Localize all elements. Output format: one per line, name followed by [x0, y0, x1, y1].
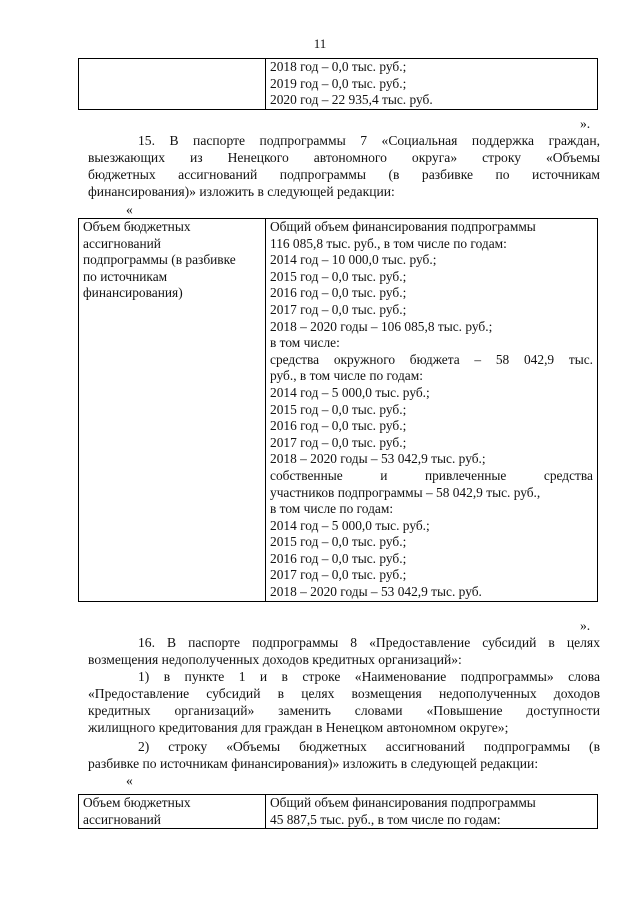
table-line: 2018 – 2020 годы – 53 042,9 тыс. руб.; [270, 451, 486, 467]
table-value-cell [266, 219, 598, 602]
table-top-right-cell [266, 59, 598, 110]
close-quote: ». [580, 618, 591, 633]
table-label-cell [79, 219, 266, 602]
table-line: 2018 год – 0,0 тыс. руб.; [270, 59, 407, 74]
table-line: 2017 год – 0,0 тыс. руб.; [270, 434, 407, 450]
table-top [78, 58, 598, 110]
table-line: Общий объем финансирования подпрограммы [270, 219, 536, 234]
table-line: собственные и привлеченные средства [270, 467, 593, 483]
table-line: 2014 год – 5 000,0 тыс. руб.; [270, 517, 430, 533]
paragraph-16 [88, 634, 600, 668]
table-line: ассигнований [83, 811, 161, 827]
table-line: средства окружного бюджета – 58 042,9 тыс. [270, 351, 593, 367]
paragraph-line: 2) строку «Объемы бюджетных ассигнований подпрограммы (в [138, 739, 600, 754]
paragraph-line: 1) в пункте 1 и в строке «Наименование подпрограммы» слова [138, 669, 600, 684]
table-line: по источникам [83, 268, 168, 284]
table-line: 2017 год – 0,0 тыс. руб.; [270, 567, 407, 583]
table-line: 116 085,8 тыс. руб., в том числе по годам: [270, 235, 507, 251]
table-line: в том числе по годам: [270, 501, 394, 517]
paragraph-line: кредитных организаций» заменить словами «Повышение доступности [88, 703, 600, 718]
paragraph-line: 16. В паспорте подпрограммы 8 «Предоставление субсидий в целях [138, 635, 600, 650]
table-line: 2019 год – 0,0 тыс. руб.; [270, 75, 407, 91]
table-line: Общий объем финансирования подпрограммы [270, 795, 536, 810]
table-line: ассигнований [83, 235, 161, 251]
paragraph-line: возмещения недополученных доходов кредитных организаций»: [88, 652, 462, 667]
table-line: подпрограммы (в разбивке [83, 252, 236, 268]
paragraph-16-2 [88, 738, 600, 772]
table-top-left-cell [79, 59, 266, 110]
table-line: 2016 год – 0,0 тыс. руб.; [270, 418, 407, 434]
table-line: 2014 год – 5 000,0 тыс. руб.; [270, 384, 430, 400]
table-line: участников подпрограммы – 58 042,9 тыс. руб., [270, 484, 541, 500]
paragraph-line: «Предоставление субсидий в целях возмещения недополученных доходов [88, 686, 600, 701]
table-budget-subprogram-7 [78, 218, 598, 602]
open-quote: « [126, 773, 133, 788]
table-line: финансирования) [83, 285, 183, 301]
table-value-cell [266, 795, 598, 829]
table-line: 2015 год – 0,0 тыс. руб.; [270, 268, 407, 284]
table-line: 2016 год – 0,0 тыс. руб.; [270, 550, 407, 566]
table-line: 2020 год – 22 935,4 тыс. руб. [270, 92, 433, 108]
table-line: руб., в том числе по годам: [270, 368, 423, 384]
table-label-cell [79, 795, 266, 829]
paragraph-line: выезжающих из Ненецкого автономного округа» строку «Объемы [88, 150, 600, 165]
table-line: Объем бюджетных [83, 219, 191, 234]
table-line: 2015 год – 0,0 тыс. руб.; [270, 534, 407, 550]
table-line: в том числе: [270, 335, 340, 351]
table-line: 2014 год – 10 000,0 тыс. руб.; [270, 252, 437, 268]
paragraph-line: разбивке по источникам финансирования)» изложить в следующей редакции: [88, 756, 539, 771]
page-number: 11 [313, 36, 327, 51]
table-line: 2018 – 2020 годы – 106 085,8 тыс. руб.; [270, 318, 493, 334]
paragraph-line: финансирования)» изложить в следующей редакции: [88, 184, 395, 199]
table-line: 2018 – 2020 годы – 53 042,9 тыс. руб. [270, 584, 482, 600]
table-line: 45 887,5 тыс. руб., в том числе по годам: [270, 811, 501, 827]
table-line: Объем бюджетных [83, 795, 191, 810]
paragraph-line: жилищного кредитования для граждан в Ненецком автономном округе»; [88, 720, 509, 735]
table-line: 2017 год – 0,0 тыс. руб.; [270, 301, 407, 317]
open-quote: « [126, 202, 133, 217]
table-line: 2015 год – 0,0 тыс. руб.; [270, 401, 407, 417]
paragraph-15 [88, 132, 600, 200]
table-line: 2016 год – 0,0 тыс. руб.; [270, 285, 407, 301]
paragraph-16-1 [88, 668, 600, 736]
close-quote: ». [580, 116, 591, 131]
paragraph-line: бюджетных ассигнований подпрограммы (в разбивке по источникам [88, 167, 600, 182]
table-budget-subprogram-8 [78, 794, 598, 829]
paragraph-line: 15. В паспорте подпрограммы 7 «Социальная поддержка граждан, [138, 133, 600, 148]
